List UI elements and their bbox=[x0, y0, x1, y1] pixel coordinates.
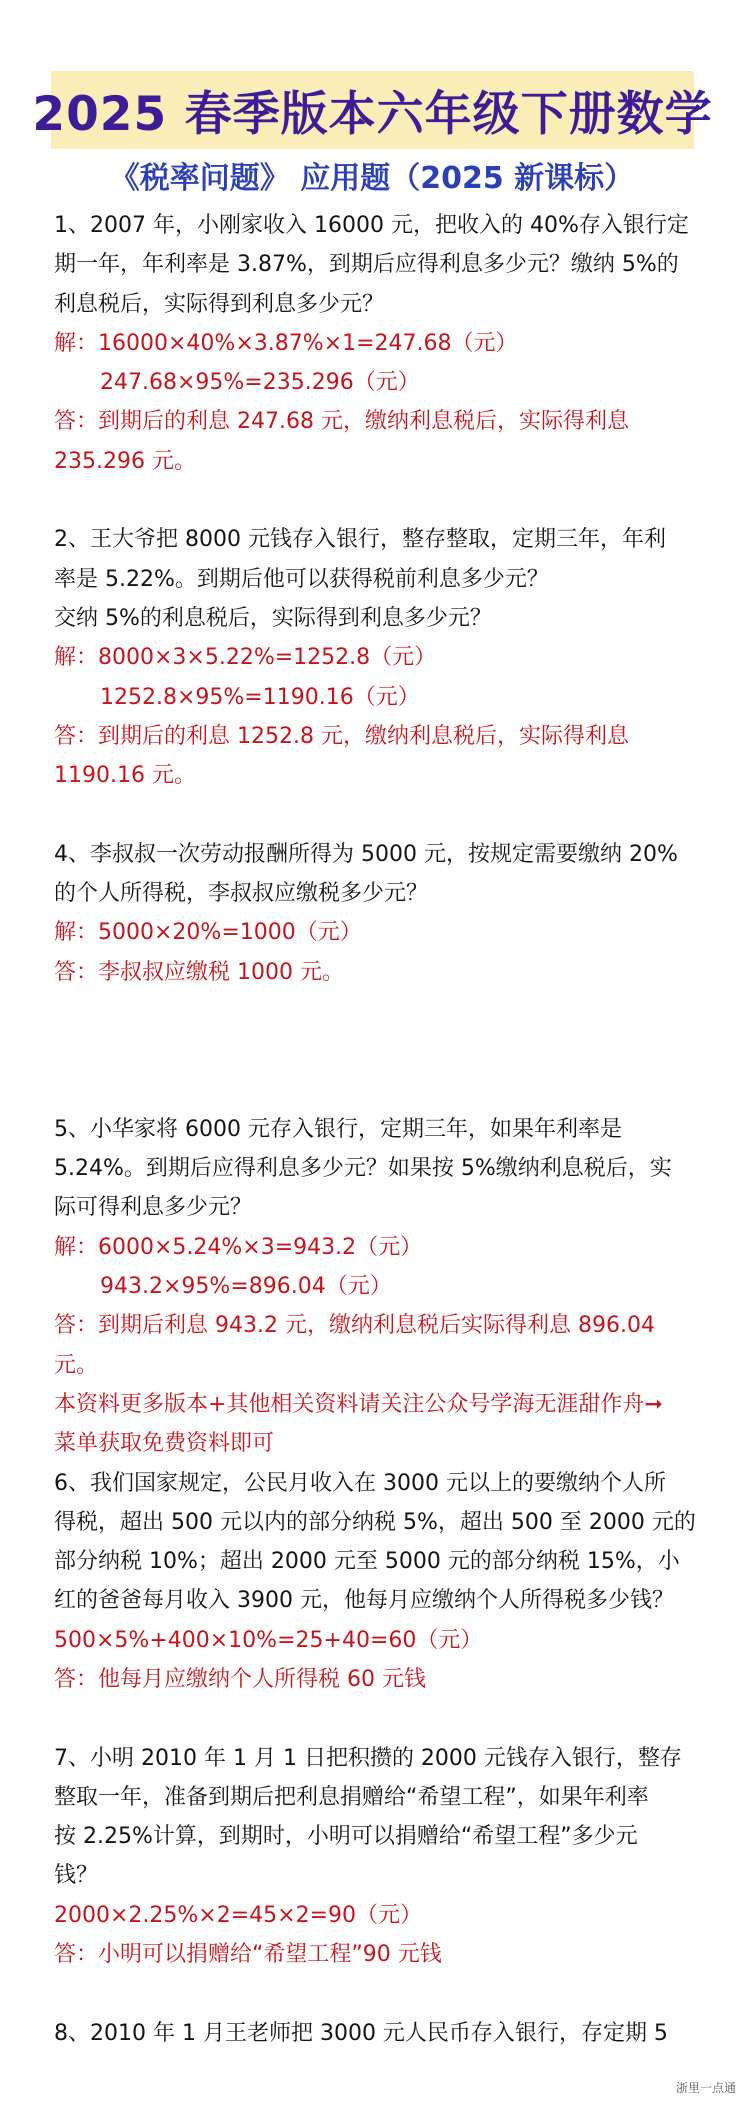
answer-line: 答：到期后的利息 247.68 元，缴纳利息税后，实际得利息 bbox=[54, 409, 629, 435]
question-line: 8、2010 年 1 月王老师把 3000 元人民币存入银行，存定期 5 bbox=[54, 2020, 668, 2046]
question-line: 钱？ bbox=[54, 1863, 99, 1889]
answer-line: 答：到期后的利息 1252.8 元，缴纳利息税后，实际得利息 bbox=[54, 723, 629, 749]
title-banner bbox=[32, 71, 713, 149]
question-line: 4、李叔叔一次劳动报酬所得为 5000 元，按规定需要缴纳 20% bbox=[54, 841, 678, 867]
solution-line: 1252.8×95%=1190.16（元） bbox=[100, 684, 420, 710]
solution-line: 500×5%+400×10%=25+40=60（元） bbox=[54, 1627, 483, 1653]
problem-8 bbox=[54, 2014, 694, 2053]
question-line: 的个人所得税，李叔叔应缴税多少元？ bbox=[54, 881, 429, 907]
question-line: 5、小华家将 6000 元存入银行，定期三年，如果年利率是 bbox=[54, 1116, 622, 1142]
question-line: 得税，超出 500 元以内的部分纳税 5%，超出 500 至 2000 元的 bbox=[54, 1509, 696, 1535]
problem-5 bbox=[54, 1110, 694, 1385]
question-line: 按 2.25%计算，到期时，小明可以捐赠给“希望工程”多少元 bbox=[54, 1824, 638, 1850]
promo-line: 菜单获取免费资料即可 bbox=[54, 1431, 275, 1457]
question-line: 期一年，年利率是 3.87%，到期后应得利息多少元？缴纳 5%的 bbox=[54, 252, 679, 278]
question-line: 6、我们国家规定，公民月收入在 3000 元以上的要缴纳个人所 bbox=[54, 1470, 666, 1496]
solution-line: 解：16000×40%×3.87%×1=247.68（元） bbox=[54, 330, 518, 356]
problem-1 bbox=[54, 206, 694, 481]
problem-7 bbox=[54, 1739, 694, 1975]
question-line: 部分纳税 10%；超出 2000 元至 5000 元的部分纳税 15%，小 bbox=[54, 1549, 680, 1575]
answer-line: 元。 bbox=[54, 1352, 99, 1378]
question-line: 交纳 5%的利息税后，实际得到利息多少元？ bbox=[54, 605, 492, 631]
question-line: 2、王大爷把 8000 元钱存入银行，整存整取，定期三年，年利 bbox=[54, 527, 666, 553]
problem-2 bbox=[54, 520, 694, 795]
question-line: 整取一年，准备到期后把利息捐赠给“希望工程”，如果年利率 bbox=[54, 1784, 649, 1810]
watermark: 浙里一点通 bbox=[675, 2081, 736, 2095]
solution-line: 解：8000×3×5.22%=1252.8（元） bbox=[54, 645, 437, 671]
solution-line: 解：5000×20%=1000（元） bbox=[54, 920, 362, 946]
problem-6 bbox=[54, 1464, 694, 1700]
page-title: 2025 春季版本六年级下册数学 bbox=[32, 86, 713, 142]
answer-line: 235.296 元。 bbox=[54, 448, 196, 474]
solution-line: 2000×2.25%×2=45×2=90（元） bbox=[54, 1902, 423, 1928]
promo-notice bbox=[54, 1385, 694, 1464]
question-line: 1、2007 年，小刚家收入 16000 元，把收入的 40%存入银行定 bbox=[54, 213, 689, 238]
page-subtitle: 《税率问题》 应用题（2025 新课标） bbox=[109, 161, 635, 196]
problem-4 bbox=[54, 835, 694, 992]
answer-line: 1190.16 元。 bbox=[54, 763, 196, 789]
question-line: 红的爸爸每月收入 3900 元，他每月应缴纳个人所得税多少钱？ bbox=[54, 1588, 674, 1614]
question-line: 7、小明 2010 年 1 月 1 日把积攒的 2000 元钱存入银行，整存 bbox=[54, 1745, 682, 1771]
problem-list bbox=[54, 206, 694, 2053]
question-line: 5.24%。到期后应得利息多少元？如果按 5%缴纳利息税后，实 bbox=[54, 1156, 672, 1182]
solution-line: 解：6000×5.24%×3=943.2（元） bbox=[54, 1234, 423, 1260]
answer-line: 答：李叔叔应缴税 1000 元。 bbox=[54, 959, 344, 985]
answer-line: 答：小明可以捐赠给“希望工程”90 元钱 bbox=[54, 1942, 442, 1968]
promo-line: 本资料更多版本+其他相关资料请关注公众号学海无涯甜作舟➞ bbox=[54, 1391, 663, 1417]
answer-line: 答：到期后利息 943.2 元，缴纳利息税后实际得利息 896.04 bbox=[54, 1313, 655, 1339]
solution-line: 943.2×95%=896.04（元） bbox=[100, 1274, 392, 1300]
question-line: 率是 5.22%。到期后他可以获得税前利息多少元？ bbox=[54, 566, 549, 592]
solution-line: 247.68×95%=235.296（元） bbox=[100, 370, 420, 396]
question-line: 际可得利息多少元？ bbox=[54, 1195, 253, 1221]
question-line: 利息税后，实际得到利息多少元？ bbox=[54, 291, 385, 317]
answer-line: 答：他每月应缴纳个人所得税 60 元钱 bbox=[54, 1666, 426, 1692]
